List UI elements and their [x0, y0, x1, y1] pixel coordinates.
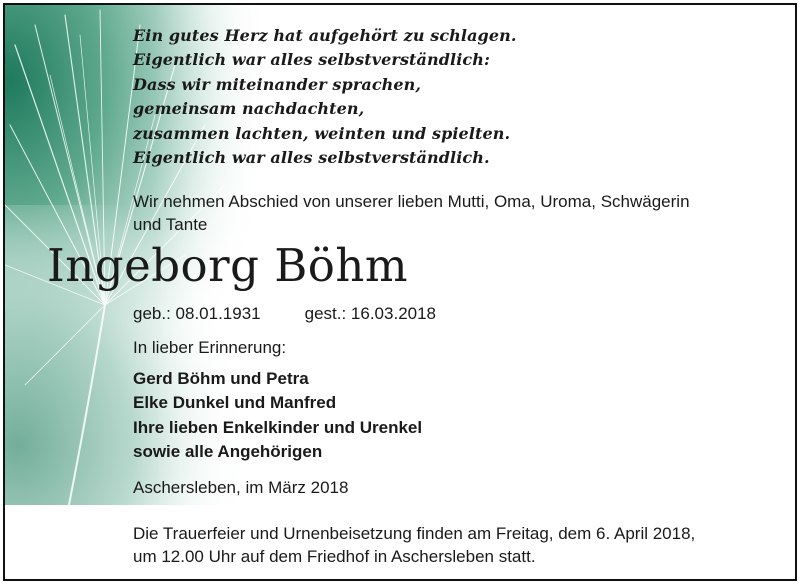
place-date: Aschersleben, im März 2018	[133, 478, 349, 497]
deceased-name: Ingeborg Böhm	[47, 239, 409, 292]
poem-line: gemeinsam nachdachten,	[133, 99, 365, 119]
intro-line: Wir nehmen Abschied von unserer lieben Mutti, Oma, Uroma, Schwägerin	[133, 192, 690, 211]
birth-date: geb.: 08.01.1931	[133, 304, 261, 323]
life-dates	[133, 302, 436, 325]
death-date: gest.: 16.03.2018	[304, 304, 437, 323]
poem-line: zusammen lachten, weinten und spielten.	[133, 123, 511, 143]
ceremony-notice	[133, 522, 695, 568]
obituary-card	[3, 3, 797, 581]
mourner: Elke Dunkel und Manfred	[133, 393, 337, 413]
ceremony-line: Die Trauerfeier und Urnenbeisetzung finden am Freitag, dem 6. April 2018,	[133, 524, 696, 543]
obituary-content	[5, 5, 795, 579]
intro-line: und Tante	[133, 215, 208, 234]
farewell-intro	[133, 190, 783, 236]
poem-line: Eigentlich war alles selbstverständlich.	[133, 148, 490, 168]
poem-line: Eigentlich war alles selbstverständlich:	[133, 50, 490, 70]
memory-label: In lieber Erinnerung:	[133, 338, 287, 357]
mourner: sowie alle Angehörigen	[133, 441, 323, 461]
ceremony-line: um 12.00 Uhr auf dem Friedhof in Aschersleben statt.	[133, 547, 536, 566]
poem	[133, 24, 517, 170]
poem-line: Ein gutes Herz hat aufgehört zu schlagen.	[133, 26, 517, 45]
mourner: Ihre lieben Enkelkinder und Urenkel	[133, 417, 423, 437]
poem-line: Dass wir miteinander sprachen,	[133, 74, 422, 94]
mourners-list	[133, 367, 422, 464]
mourner: Gerd Böhm und Petra	[133, 369, 309, 388]
